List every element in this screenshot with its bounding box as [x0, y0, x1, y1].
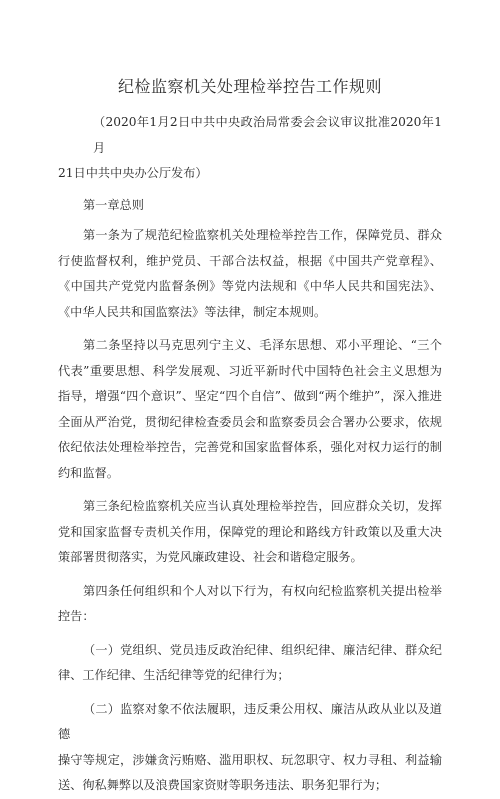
article-2: 第二条坚持以马克思列宁主义、毛泽东思想、邓小平理论、“三个代表”重要思想、科学发展观、习近平新时代中国特色社会主义思想为指导，增强“四个意识”、坚定“四个自信”、做到“两个维护”，深入推进全面从严治党，贯彻纪律检查委员会和监察委员会合署办公要求，依规依纪依法处理检举控告，完善党和国家监督体系，强化对权力运行的制约和监督。 [58, 338, 442, 480]
article-3: 第三条纪检监察机关应当认真处理检举控告，回应群众关切，发挥党和国家监督专责机关作用，保障党的理论和路线方针政策以及重大决策部署贯彻落实，为党风廉政建设、社会和谐稳定服务。 [58, 499, 442, 564]
document-title: 纪检监察机关处理检举控告工作规则 [117, 77, 382, 96]
chapter-heading: 第一章总则 [83, 197, 144, 212]
document-subtitle-line-2: 21日中共中央办公厅发布） [58, 166, 208, 180]
document-subtitle-line-1: （2020年1月2日中共中央政治局常委会会议审议批准2020年1月 [93, 115, 442, 155]
article-4-item-2-line-2: 操守等规定，涉嫌贪污贿赂、滥用职权、玩忽职守、权力寻租、利益输送、徇私舞弊以及浪费国家资财等职务违法、职务犯罪行为； [58, 752, 442, 792]
article-4-item-2-line-1: （二）监察对象不依法履职，违反秉公用权、廉洁从政从业以及道德 [58, 701, 442, 741]
article-1: 第一条为了规范纪检监察机关处理检举控告工作，保障党员、群众行使监督权利，维护党员、干部合法权益，根据《中国共产党章程》、《中国共产党党内监督条例》等党内法规和《中华人民共和国宪法》、《中华人民共和国监察法》等法律，制定本规则。 [58, 228, 442, 319]
article-4-item-1: （一）党组织、党员违反政治纪律、组织纪律、廉洁纪律、群众纪律、工作纪律、生活纪律等党的纪律行为； [58, 642, 442, 682]
article-4: 第四条任何组织和个人对以下行为，有权向纪检监察机关提出检举控告： [58, 583, 442, 623]
